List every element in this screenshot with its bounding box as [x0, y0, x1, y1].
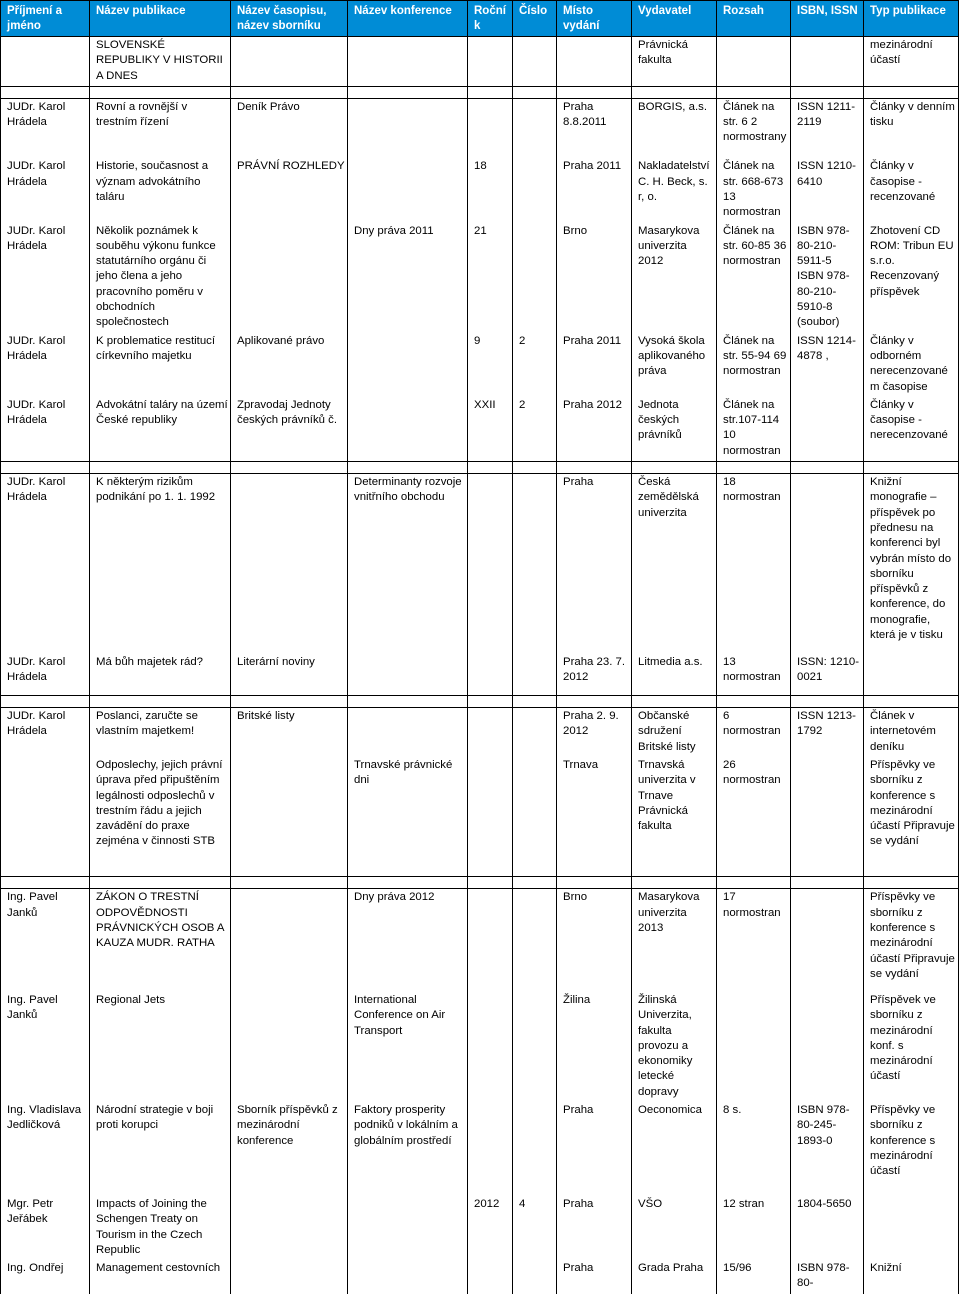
table-cell: [231, 992, 348, 1102]
separator-cell: [348, 462, 468, 474]
table-cell: 21: [468, 223, 513, 333]
separator-cell: [632, 696, 717, 708]
table-row: [1, 37, 959, 87]
column-header: Typ publikace: [864, 1, 959, 37]
table-cell: Praha: [557, 474, 632, 654]
table-cell: 18: [468, 158, 513, 222]
table-cell: [791, 757, 864, 877]
column-header: Rozsah: [717, 1, 791, 37]
table-row: [1, 708, 959, 757]
separator-cell: [513, 86, 557, 98]
table-cell: International Conference on Air Transport: [348, 992, 468, 1102]
table-cell: 8 s.: [717, 1102, 791, 1196]
table-cell: Články v odborném nerecenzovaném časopise: [864, 333, 959, 397]
table-cell: [468, 98, 513, 158]
table-row: [1, 889, 959, 992]
separator-cell: [791, 877, 864, 889]
table-cell: Mgr. Petr Jeřábek: [1, 1196, 90, 1260]
separator-cell: [231, 696, 348, 708]
table-cell: [348, 708, 468, 757]
table-cell: Praha 2. 9. 2012: [557, 708, 632, 757]
table-cell: [348, 333, 468, 397]
separator-cell: [348, 86, 468, 98]
table-cell: Grada Praha: [632, 1260, 717, 1294]
separator-cell: [632, 462, 717, 474]
separator-cell: [632, 877, 717, 889]
separator-cell: [90, 696, 231, 708]
column-header: ISBN, ISSN: [791, 1, 864, 37]
table-row: [1, 98, 959, 158]
table-cell: K některým rizikům podnikání po 1. 1. 1992: [90, 474, 231, 654]
table-cell: Občanské sdružení Britské listy: [632, 708, 717, 757]
separator-cell: [513, 462, 557, 474]
table-cell: Britské listy: [231, 708, 348, 757]
table-body: [1, 37, 959, 1294]
table-cell: [348, 37, 468, 87]
group-separator: [1, 696, 959, 708]
table-cell: [513, 654, 557, 696]
table-cell: Příspěvky ve sborníku z konference s mezinárodní účastí: [864, 1102, 959, 1196]
separator-cell: [468, 86, 513, 98]
separator-cell: [791, 462, 864, 474]
separator-cell: [717, 696, 791, 708]
table-cell: 12 stran: [717, 1196, 791, 1260]
table-cell: Praha 8.8.2011: [557, 98, 632, 158]
table-cell: Literární noviny: [231, 654, 348, 696]
table-header: [1, 1, 959, 37]
separator-cell: [468, 462, 513, 474]
table-cell: [791, 37, 864, 87]
table-cell: PRÁVNÍ ROZHLEDY: [231, 158, 348, 222]
table-cell: [864, 654, 959, 696]
table-cell: Brno: [557, 223, 632, 333]
table-cell: Determinanty rozvoje vnitřního obchodu: [348, 474, 468, 654]
separator-cell: [231, 877, 348, 889]
table-cell: [513, 1102, 557, 1196]
table-cell: Národní strategie v boji proti korupci: [90, 1102, 231, 1196]
table-cell: [348, 654, 468, 696]
table-cell: Žilinská Univerzita, fakulta provozu a ekonomiky letecké dopravy: [632, 992, 717, 1102]
table-cell: [468, 992, 513, 1102]
table-cell: [231, 889, 348, 992]
column-header: Název publikace: [90, 1, 231, 37]
separator-cell: [1, 877, 90, 889]
table-cell: 26 normostran: [717, 757, 791, 877]
table-cell: 1804-5650: [791, 1196, 864, 1260]
table-cell: 4: [513, 1196, 557, 1260]
table-cell: [468, 889, 513, 992]
table-cell: Ing. Vladislava Jedličková: [1, 1102, 90, 1196]
table-cell: Oeconomica: [632, 1102, 717, 1196]
separator-cell: [231, 86, 348, 98]
table-cell: Článek na str. 55-94 69 normostran: [717, 333, 791, 397]
table-cell: [513, 474, 557, 654]
table-cell: ISBN 978-80-: [791, 1260, 864, 1294]
table-cell: [513, 37, 557, 87]
table-cell: Deník Právo: [231, 98, 348, 158]
table-cell: [864, 1196, 959, 1260]
table-cell: Praha 2011: [557, 333, 632, 397]
table-cell: [557, 37, 632, 87]
column-header: Název časopisu, název sborníku: [231, 1, 348, 37]
table-cell: Má bůh majetek rád?: [90, 654, 231, 696]
table-cell: Ing. Ondřej: [1, 1260, 90, 1294]
table-cell: Trnavská univerzita v Trnave Právnická fakulta: [632, 757, 717, 877]
table-cell: [348, 98, 468, 158]
table-cell: [231, 223, 348, 333]
separator-cell: [717, 86, 791, 98]
separator-cell: [231, 462, 348, 474]
table-cell: ISBN 978-80-245-1893-0: [791, 1102, 864, 1196]
table-cell: 13 normostran: [717, 654, 791, 696]
table-cell: Praha: [557, 1260, 632, 1294]
table-cell: 2: [513, 333, 557, 397]
separator-cell: [632, 86, 717, 98]
table-cell: Zpravodaj Jednoty českých právníků č.: [231, 397, 348, 462]
table-cell: Příspěvek ve sborníku z mezinárodní konf. s mezinárodní účastí: [864, 992, 959, 1102]
table-cell: Knižní monografie – příspěvek po přednesu na konferenci byl vybrán místo do sborníku příspěvků z konference, do monografie, která je v tisku: [864, 474, 959, 654]
table-cell: Praha 2012: [557, 397, 632, 462]
table-cell: Jednota českých právníků: [632, 397, 717, 462]
table-cell: [513, 992, 557, 1102]
table-cell: Praha: [557, 1196, 632, 1260]
separator-cell: [1, 86, 90, 98]
table-cell: ZÁKON O TRESTNÍ ODPOVĚDNOSTI PRÁVNICKÝCH OSOB A KAUZA MUDR. RATHA: [90, 889, 231, 992]
table-cell: JUDr. Karol Hrádela: [1, 654, 90, 696]
separator-cell: [348, 696, 468, 708]
table-cell: Článek na str. 6 2 normostrany: [717, 98, 791, 158]
separator-cell: [513, 877, 557, 889]
column-header: Příjmení a jméno: [1, 1, 90, 37]
table-cell: [231, 474, 348, 654]
table-cell: Články v časopise - nerecenzované: [864, 397, 959, 462]
table-cell: Česká zemědělská univerzita: [632, 474, 717, 654]
table-cell: [791, 397, 864, 462]
separator-cell: [90, 462, 231, 474]
separator-cell: [1, 462, 90, 474]
table-cell: Právnická fakulta: [632, 37, 717, 87]
table-cell: [513, 158, 557, 222]
table-cell: Masarykova univerzita 2012: [632, 223, 717, 333]
table-cell: Trnavské právnické dni: [348, 757, 468, 877]
table-cell: Dny práva 2012: [348, 889, 468, 992]
table-row: [1, 474, 959, 654]
table-cell: [468, 1102, 513, 1196]
table-cell: [468, 654, 513, 696]
separator-cell: [557, 696, 632, 708]
table-cell: Regional Jets: [90, 992, 231, 1102]
table-cell: [468, 474, 513, 654]
separator-cell: [791, 86, 864, 98]
table-row: [1, 397, 959, 462]
table-cell: Ing. Pavel Janků: [1, 992, 90, 1102]
table-cell: [513, 1260, 557, 1294]
table-cell: [348, 1260, 468, 1294]
table-cell: 2012: [468, 1196, 513, 1260]
table-cell: Poslanci, zaručte se vlastním majetkem!: [90, 708, 231, 757]
table-cell: [468, 757, 513, 877]
column-header: Místo vydání: [557, 1, 632, 37]
table-cell: 18 normostran: [717, 474, 791, 654]
table-cell: Článek na str. 60-85 36 normostran: [717, 223, 791, 333]
table-cell: Impacts of Joining the Schengen Treaty on Tourism in the Czech Republic: [90, 1196, 231, 1260]
table-cell: VŠO: [632, 1196, 717, 1260]
table-cell: SLOVENSKÉ REPUBLIKY V HISTORII A DNES: [90, 37, 231, 87]
table-cell: [348, 1196, 468, 1260]
column-header: Vydavatel: [632, 1, 717, 37]
table-row: [1, 1196, 959, 1260]
table-cell: [513, 889, 557, 992]
table-cell: Článek na str. 668-673 13 normostran: [717, 158, 791, 222]
table-cell: Dny práva 2011: [348, 223, 468, 333]
table-cell: Sborník příspěvků z mezinárodní konference: [231, 1102, 348, 1196]
table-cell: ISSN 1213-1792: [791, 708, 864, 757]
separator-cell: [791, 696, 864, 708]
table-cell: JUDr. Karol Hrádela: [1, 474, 90, 654]
separator-cell: [348, 877, 468, 889]
table-cell: [231, 757, 348, 877]
table-cell: [231, 1196, 348, 1260]
table-row: [1, 223, 959, 333]
table-cell: Vysoká škola aplikovaného práva: [632, 333, 717, 397]
table-row: [1, 654, 959, 696]
table-cell: Litmedia a.s.: [632, 654, 717, 696]
separator-cell: [864, 877, 959, 889]
table-cell: Masarykova univerzita 2013: [632, 889, 717, 992]
table-cell: Příspěvky ve sborníku z konference s mezinárodní účastí Připravuje se vydání: [864, 757, 959, 877]
table-cell: Příspěvky ve sborníku z konference s mezinárodní účastí Připravuje se vydání: [864, 889, 959, 992]
table-cell: Žilina: [557, 992, 632, 1102]
table-cell: Management cestovních: [90, 1260, 231, 1294]
table-cell: Ing. Pavel Janků: [1, 889, 90, 992]
separator-cell: [717, 462, 791, 474]
table-cell: Faktory prosperity podniků v lokálním a globálním prostředí: [348, 1102, 468, 1196]
table-cell: JUDr. Karol Hrádela: [1, 708, 90, 757]
table-row: [1, 158, 959, 222]
table-cell: JUDr. Karol Hrádela: [1, 98, 90, 158]
table-cell: JUDr. Karol Hrádela: [1, 158, 90, 222]
table-cell: Nakladatelství C. H. Beck, s. r, o.: [632, 158, 717, 222]
table-cell: [468, 708, 513, 757]
table-cell: 15/96: [717, 1260, 791, 1294]
table-cell: JUDr. Karol Hrádela: [1, 223, 90, 333]
table-cell: [513, 98, 557, 158]
table-cell: ISSN 1211-2119: [791, 98, 864, 158]
table-cell: Rovní a rovnější v trestním řízení: [90, 98, 231, 158]
separator-cell: [557, 86, 632, 98]
table-cell: Praha 2011: [557, 158, 632, 222]
table-cell: Články v časopise - recenzované: [864, 158, 959, 222]
table-cell: 9: [468, 333, 513, 397]
column-header: Číslo: [513, 1, 557, 37]
table-cell: K problematice restitucí církevního majetku: [90, 333, 231, 397]
table-cell: [791, 474, 864, 654]
table-cell: [1, 37, 90, 87]
table-cell: [468, 37, 513, 87]
separator-cell: [468, 696, 513, 708]
column-header: Název konference: [348, 1, 468, 37]
table-cell: [1, 757, 90, 877]
separator-cell: [1, 696, 90, 708]
table-cell: [791, 889, 864, 992]
table-row: [1, 757, 959, 877]
table-cell: [348, 397, 468, 462]
table-cell: XXII: [468, 397, 513, 462]
group-separator: [1, 86, 959, 98]
table-cell: ISSN 1214-4878 ,: [791, 333, 864, 397]
group-separator: [1, 877, 959, 889]
table-cell: Brno: [557, 889, 632, 992]
separator-cell: [864, 696, 959, 708]
table-cell: Praha 23. 7. 2012: [557, 654, 632, 696]
table-cell: Praha: [557, 1102, 632, 1196]
table-cell: 2: [513, 397, 557, 462]
separator-cell: [468, 877, 513, 889]
table-cell: [791, 992, 864, 1102]
table-row: [1, 1102, 959, 1196]
table-cell: 6 normostran: [717, 708, 791, 757]
table-cell: ISSN: 1210-0021: [791, 654, 864, 696]
table-cell: mezinárodní účastí: [864, 37, 959, 87]
table-cell: Odposlechy, jejich právní úprava před připuštěním legálnosti odposlechů v trestním řádu a jejich zavádění do praxe zejména v činnosti STB: [90, 757, 231, 877]
separator-cell: [864, 462, 959, 474]
table-cell: Zhotovení CD ROM: Tribun EU s.r.o. Recenzovaný příspěvek: [864, 223, 959, 333]
table-cell: Článek v internetovém deníku: [864, 708, 959, 757]
separator-cell: [513, 696, 557, 708]
separator-cell: [864, 86, 959, 98]
table-cell: [231, 37, 348, 87]
group-separator: [1, 462, 959, 474]
table-cell: [468, 1260, 513, 1294]
table-cell: Historie, současnost a význam advokátního taláru: [90, 158, 231, 222]
table-cell: [513, 708, 557, 757]
table-row: [1, 333, 959, 397]
table-cell: ISSN 1210-6410: [791, 158, 864, 222]
table-cell: Advokátní taláry na území České republiky: [90, 397, 231, 462]
separator-cell: [90, 877, 231, 889]
table-row: [1, 1260, 959, 1294]
table-cell: ISBN 978-80-210-5911-5 ISBN 978-80-210-5910-8 (soubor): [791, 223, 864, 333]
table-cell: [717, 992, 791, 1102]
table-cell: JUDr. Karol Hrádela: [1, 397, 90, 462]
table-cell: Trnava: [557, 757, 632, 877]
table-cell: 17 normostran: [717, 889, 791, 992]
table-cell: [717, 37, 791, 87]
table-cell: [513, 223, 557, 333]
table-cell: Knižní: [864, 1260, 959, 1294]
column-header: Ročník: [468, 1, 513, 37]
separator-cell: [557, 462, 632, 474]
separator-cell: [90, 86, 231, 98]
table-cell: [348, 158, 468, 222]
table-cell: Články v denním tisku: [864, 98, 959, 158]
table-cell: [513, 757, 557, 877]
table-cell: Několik poznámek k souběhu výkonu funkce statutárního orgánu či jeho člena a jeho pracovního poměru v obchodních společnostech: [90, 223, 231, 333]
table-cell: Aplikované právo: [231, 333, 348, 397]
table-cell: Článek na str.107-114 10 normostran: [717, 397, 791, 462]
separator-cell: [717, 877, 791, 889]
separator-cell: [557, 877, 632, 889]
table-cell: BORGIS, a.s.: [632, 98, 717, 158]
table-cell: [231, 1260, 348, 1294]
table-cell: JUDr. Karol Hrádela: [1, 333, 90, 397]
table-row: [1, 992, 959, 1102]
